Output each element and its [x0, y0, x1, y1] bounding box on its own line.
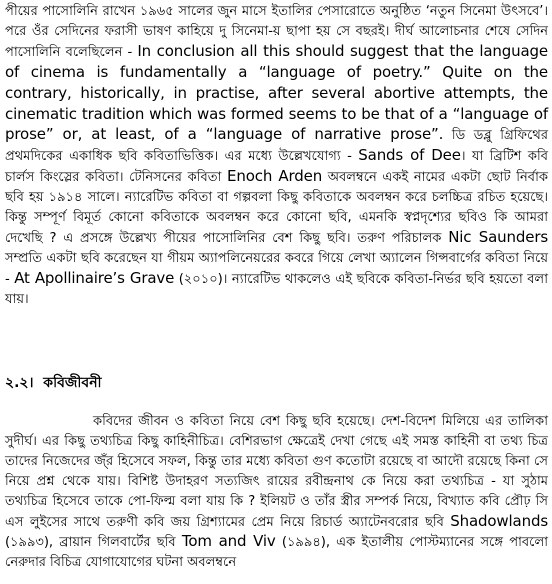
- section-number: ২.২।: [5, 375, 34, 391]
- text-run: সম্প্রতি একটা ছবি করেছেন যা গীয়ম অ্যাপলিনেয়রের কবরে গিয়ে লেখা অ্যালেন গিন্সবার্গের কবিতা নিয়ে -: [5, 250, 548, 287]
- text-run: ডি ডব্লু গ্রিফিথের প্রথমদিকের একাধিক ছবি কবিতাভিত্তিক। এর মধ্যে উল্লেখযোগ্য -: [5, 128, 548, 165]
- text-run: (১৯৯৪), এক ইতালীয় পোস্টম্যানের সঙ্গে পাবলো নেরুদার বিচিত্র যোগাযোগের ঘটনা অবলম্বনে: [5, 535, 548, 571]
- paragraph-poet-biographies: [5, 412, 548, 573]
- text-run: (২০১০)। ন্যারেটিভ থাকলেও এই ছবিকে কবিতা-নির্ভর ছবি হয়তো বলা যায়।: [5, 271, 548, 307]
- document-page: [5, 2, 549, 571]
- pasolini-quote: In conclusion all this should suggest that the language of cinema is fundamentally a “language of poetry.” Quite on the contrary, historically, in practise, after several abortive attempts, the cinematic tradition which was formed seems to be that of a “language of prose” or, at least, of a “language of narrative prose”.: [5, 41, 548, 144]
- paragraph-text: [5, 2, 548, 310]
- text-run: । যা ব্রিটিশ কবি চার্লস কিংস্লের কবিতা। টেনিসনের কবিতা: [5, 149, 549, 186]
- paragraph-text: [5, 412, 548, 573]
- film-title-apollinaire-grave: At Apollinaire’s Grave: [14, 268, 175, 287]
- film-title-enoch-arden: Enoch Arden: [227, 167, 323, 186]
- film-title-shadowlands: Shadowlands: [450, 511, 548, 530]
- film-title-sands-of-dee: Sands of Dee: [358, 146, 461, 165]
- text-run: (১৯৯৩), ব্রায়ান গিলবার্টের ছবি: [5, 535, 182, 551]
- section-title: কবিজীবনী: [43, 375, 102, 391]
- director-name-nic-saunders: Nic Saunders: [448, 227, 548, 246]
- text-run: কবিদের জীবন ও কবিতা নিয়ে বেশ কিছু ছবি হয়েছে। দেশ-বিদেশ মিলিয়ে এর তালিকা সুদীর্ঘ। এর কিছু তথ্যচিত্র কিছু কাহিনীচিত্র। বেশিরভাগ ক্ষেত্রেই দেখা গেছে এই সমস্ত কাহিনী বা তথ্য চিত্র তাদের নিজেদের জ্ঁর হিসেবে সফল, কিন্তু তার মধ্যে কবিতা গুণ কতোটা রয়েছে বা আদৌ রয়েছে কিনা সে নিয়ে প্রশ্ন থেকে যায়। বিশিষ্ট উদাহরণ সত্যজিৎ রায়ের রবীন্দ্রনাথ কে নিয়ে করা তথ্যচিত্র - যা সুঠাম তথ্যচিত্র হিসেবে তাকে পো-ফিল্ম বলা যায় কি ? ইলিয়ট ও তাঁর স্ত্রীর সম্পর্ক নিয়ে, বিখ্যাত কবি প্রৌঢ় সি এস লুইসের সাথে তরুণী কবি জয় গ্রিশ্যামের প্রেম নিয়ে রিচার্ড অ্যাটেনবরোর ছবি: [5, 414, 548, 530]
- text-run: অবলম্বনে একই নামের একটা ছোট নির্বাক ছবি হয় ১৯১৪ সালে। ন্যারেটিভ কবিতা বা গল্পবলা কিছু কবিতাকে অবলম্বন করে চলচ্চিত্র রচিত হয়েছে। কিন্তু সম্পূর্ণ বিমূর্ত কোনো কবিতাকে অবলম্বন করে কোনো ছবি, এমনকি স্বপ্নদৃশ্যের ছবিও কি আমরা দেখেছি ? এ প্রসঙ্গে উল্লেখ্য পীয়ের পাসোলিনির বেশ কিছু ছবি। তরুণ পরিচালক: [5, 170, 548, 246]
- film-title-tom-and-viv: Tom and Viv: [181, 532, 276, 551]
- paragraph-pasolini: [5, 2, 548, 310]
- text-run: পীয়ের পাসোলিনি রাখেন ১৯৬৫ সালের জুন মাসে ইতালির পেসারোতে অনুষ্ঠিত ‘নতুন সিনেমা উৎসবে’। পরে ওঁর সেদিনের ফরাসী ভাষণ কাহিয়ে দু সিনেমা-য় ছাপা হয় সে বছরই। দীর্ঘ আলোচনার শেষে সেদিন পাসোলিনি বলেছিলেন -: [5, 4, 548, 60]
- section-heading: [5, 373, 102, 393]
